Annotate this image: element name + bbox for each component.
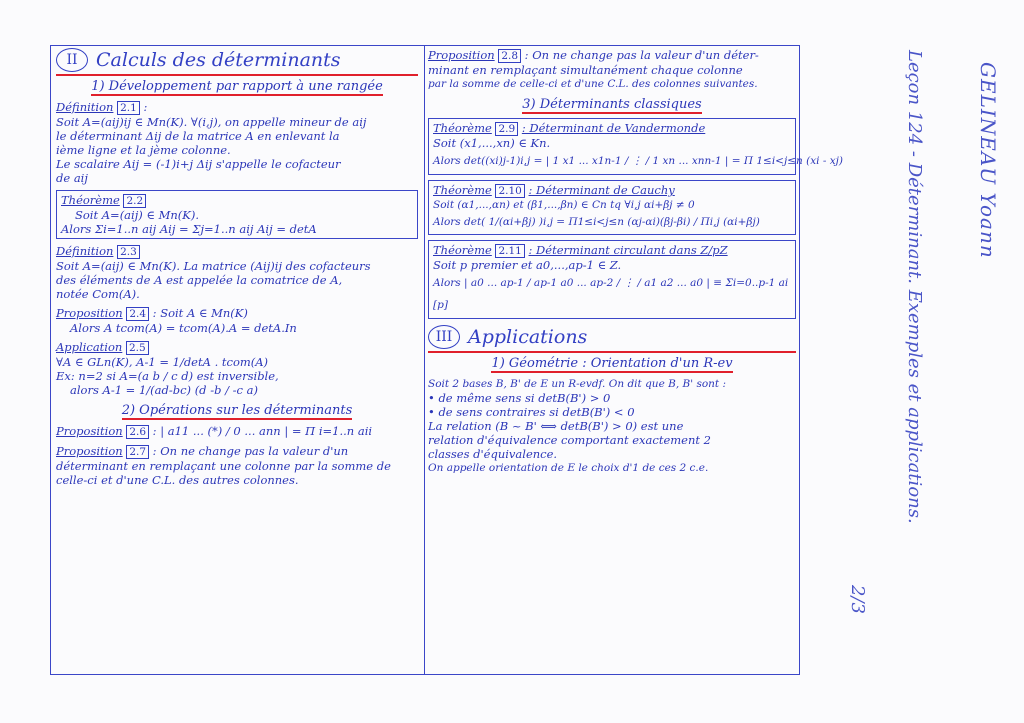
section-title-II <box>56 48 418 76</box>
subsection-title: 1) Développement par rapport à une rangée <box>91 79 383 94</box>
section-title-III <box>428 325 796 353</box>
block-label: Définition <box>56 100 114 114</box>
definition-2-1: Définition 2.1 : Soit A=(aij)ij ∈ Mn(K). ∀(i,j), on appelle mineur de aij le déterminant Δij de la matrice A en enlevant la ième ligne et la jème colonne. Le scalaire Aij = (-1)i+j Δij s'appelle le cofacteur de aij <box>56 100 367 185</box>
subsection-title: 3) Déterminants classiques <box>522 97 702 112</box>
section-title-text: Calculs des déterminants <box>96 49 341 71</box>
author-name: GELINEAU Yoann <box>976 62 1000 259</box>
proposition-2-7: Proposition 2.7 : On ne change pas la valeur d'un déterminant en remplaçant une colonne par la somme de celle-ci et d'une C.L. des autres colonnes. <box>56 444 391 487</box>
theorem-2-10: Théorème 2.10 : Déterminant de Cauchy Soit (α1,...,αn) et (β1,...,βn) ∈ Cn tq ∀i,j αi+βj ≠ 0 Alors det( 1/(αi+βj) )i,j = Π1≤i<j≤n (αj-αi)(βj-βi) / Πi,j (αi+βj) <box>428 180 796 235</box>
subsection-title: 1) Géométrie : Orientation d'un R-ev <box>491 356 733 371</box>
application-2-5: Application 2.5 ∀A ∈ GLn(K), A-1 = 1/detA . tcom(A) Ex: n=2 si A=(a b / c d) est inversible, alors A-1 = 1/(ad-bc) (d -b / -c a) <box>56 340 279 397</box>
section-number: II <box>56 48 88 72</box>
proposition-2-6: Proposition 2.6 : | a11 ... (*) / 0 ... ann | = Π i=1..n aii <box>56 424 373 438</box>
block-number: 2.1 <box>117 101 140 115</box>
theorem-2-2: Théorème 2.2 Soit A=(aij) ∈ Mn(K). Alors Σi=1..n aij Aij = Σj=1..n aij Aij = detA <box>56 190 418 239</box>
theorem-2-9: Théorème 2.9 : Déterminant de Vandermonde Soit (x1,...,xn) ∈ Kn. Alors det((xi)j-1)i,j = | 1 x1 ... x1n-1 / ⋮ / 1 xn ... xnn-1 | = Π 1≤i<j≤n (xi - xj) <box>428 118 796 175</box>
lesson-title: Leçon 124 - Déterminant. Exemples et applications. <box>904 50 925 524</box>
definition-2-3: Définition 2.3 Soit A=(aij) ∈ Mn(K). La matrice (Aij)ij des cofacteurs des éléments de A est appelée la comatrice de A, notée Com(A). <box>56 244 371 301</box>
subsection-title: 2) Opérations sur les déterminants <box>121 403 353 418</box>
proposition-2-4: Proposition 2.4 : Soit A ∈ Mn(K) Alors A tcom(A) = tcom(A).A = detA.In <box>56 306 297 335</box>
page-number: 2/3 <box>847 585 868 614</box>
theorem-2-11: Théorème 2.11 : Déterminant circulant dans Z/pZ Soit p premier et a0,...,ap-1 ∈ Z. Alors | a0 ... ap-1 / ap-1 a0 ... ap-2 / ⋮ / a1 a2 ... a0 | ≡ Σi=0..p-1 ai [p] <box>428 240 796 319</box>
left-column <box>56 48 418 492</box>
column-divider <box>424 45 425 675</box>
proposition-2-8: Proposition 2.8 : On ne change pas la valeur d'un déter- minant en remplaçant simultanément chaque colonne par la somme de celle-ci et d'une C.L. des colonnes suivantes. <box>428 48 759 90</box>
geometry-orientation: Soit 2 bases B, B' de E un R-evdf. On dit que B, B' sont : • de même sens si detB(B') > 0 • de sens contraires si detB(B') < 0 La relation (B ~ B' ⟺ detB(B') > 0) est une relation d'équivalence comportant exactement 2 classes d'équivalence. On appelle orientation de E le choix d'1 de ces 2 c.e. <box>428 378 727 474</box>
right-column <box>428 48 844 480</box>
section-title-text: Applications <box>468 326 588 348</box>
section-number: III <box>428 325 460 349</box>
